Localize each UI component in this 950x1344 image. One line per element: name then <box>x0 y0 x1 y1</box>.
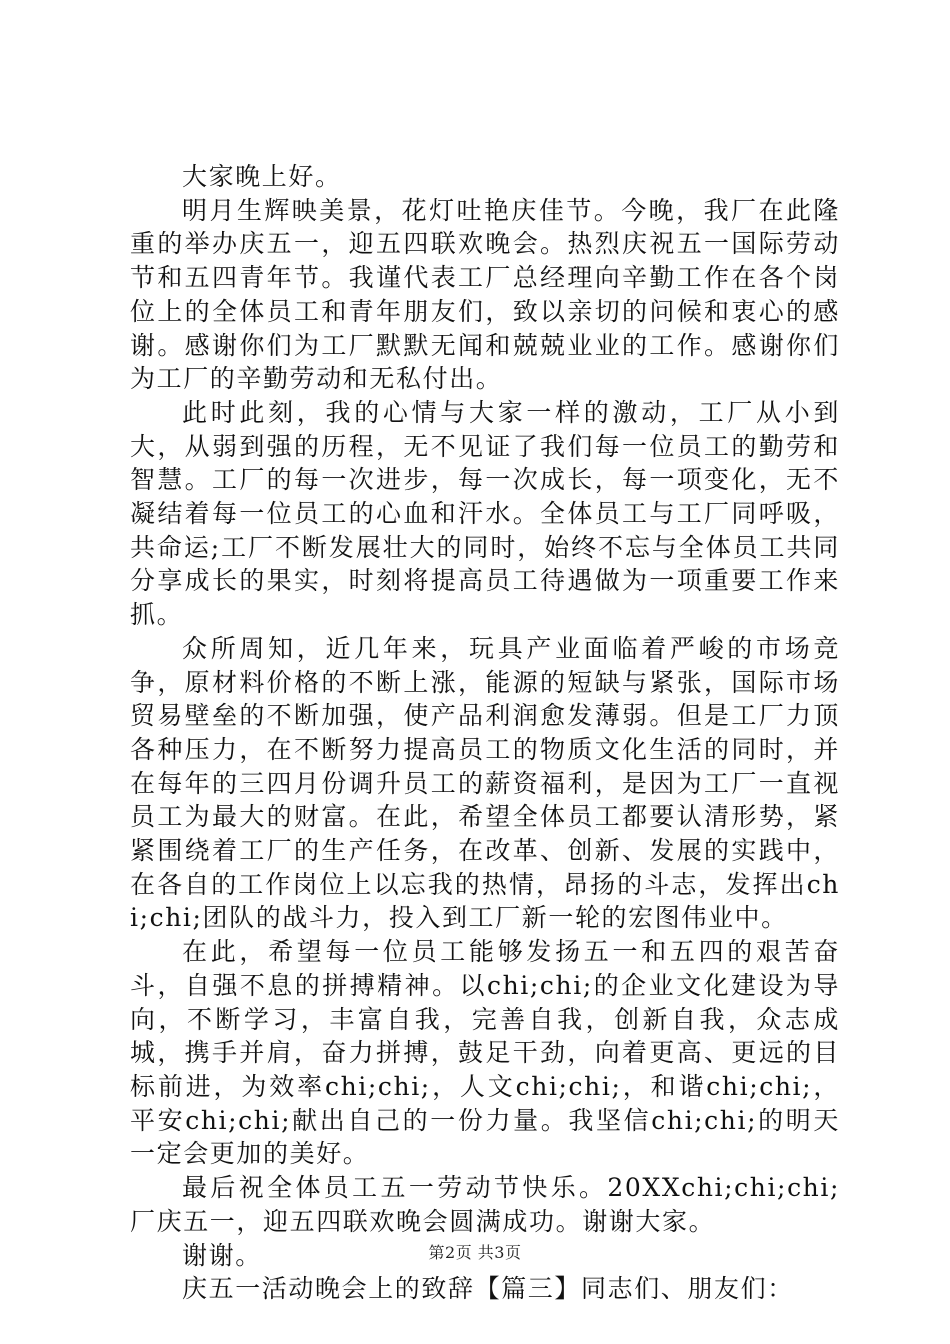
page-number-footer: 第2页 共3页 <box>428 1243 522 1262</box>
paragraph-this-moment: 此时此刻，我的心情与大家一样的激动，工厂从小到大，从弱到强的历程，无不见证了我们每一位员工的勤劳和智慧。工厂的每一次进步，每一次成长，每一项变化，无不凝结着每一位员工的心血和汗水。全体员工与工厂同呼吸，共命运;工厂不断发展壮大的同时，始终不忘与全体员工共同分享成长的果实，时刻将提高员工待遇做为一项重要工作来抓。 <box>130 397 840 630</box>
paragraph-hope: 在此，希望每一位员工能够发扬五一和五四的艰苦奋斗，自强不息的拼搏精神。以chi;chi;的企业文化建设为导向，不断学习，丰富自我，完善自我，创新自我，众志成城，携手并肩，奋力拼搏，鼓足干劲，向着更高、更远的目标前进，为效率chi;chi;，人文chi;chi;，和谐chi;chi;，平安chi;chi;献出自己的一份力量。我坚信chi;chi;的明天一定会更加的美好。 <box>130 937 840 1169</box>
paragraph-greeting: 大家晚上好。 <box>182 162 342 191</box>
paragraph-opening: 明月生辉映美景，花灯吐艳庆佳节。今晚，我厂在此隆重的举办庆五一，迎五四联欢晚会。热烈庆祝五一国际劳动节和五四青年节。我谨代表工厂总经理向辛勤工作在各个岗位上的全体员工和青年朋友们，致以亲切的问候和衷心的感谢。感谢你们为工厂默默无闻和兢兢业业的工作。感谢你们为工厂的辛勤劳动和无私付出。 <box>130 195 840 394</box>
paragraph-section-three: 庆五一活动晚会上的致辞【篇三】同志们、朋友们： <box>182 1274 794 1304</box>
document-body <box>130 160 840 1306</box>
paragraph-thanks: 谢谢。 <box>182 1240 262 1270</box>
paragraph-closing-wish: 最后祝全体员工五一劳动节快乐。20XXchi;chi;chi;厂庆五一，迎五四联欢晚会圆满成功。谢谢大家。 <box>130 1173 840 1236</box>
paragraph-market-situation: 众所周知，近几年来，玩具产业面临着严峻的市场竞争，原材料价格的不断上涨，能源的短缺与紧张，国际市场贸易壁垒的不断加强，使产品利润愈发薄弱。但是工厂力顶各种压力，在不断努力提高员工的物质文化生活的同时，并在每年的三四月份调升员工的薪资福利，是因为工厂一直视员工为最大的财富。在此，希望全体员工都要认清形势，紧紧围绕着工厂的生产任务，在改革、创新、发展的实践中，在各自的工作岗位上以忘我的热情，昂扬的斗志，发挥出chi;chi;团队的战斗力，投入到工厂新一轮的宏图伟业中。 <box>130 633 840 933</box>
